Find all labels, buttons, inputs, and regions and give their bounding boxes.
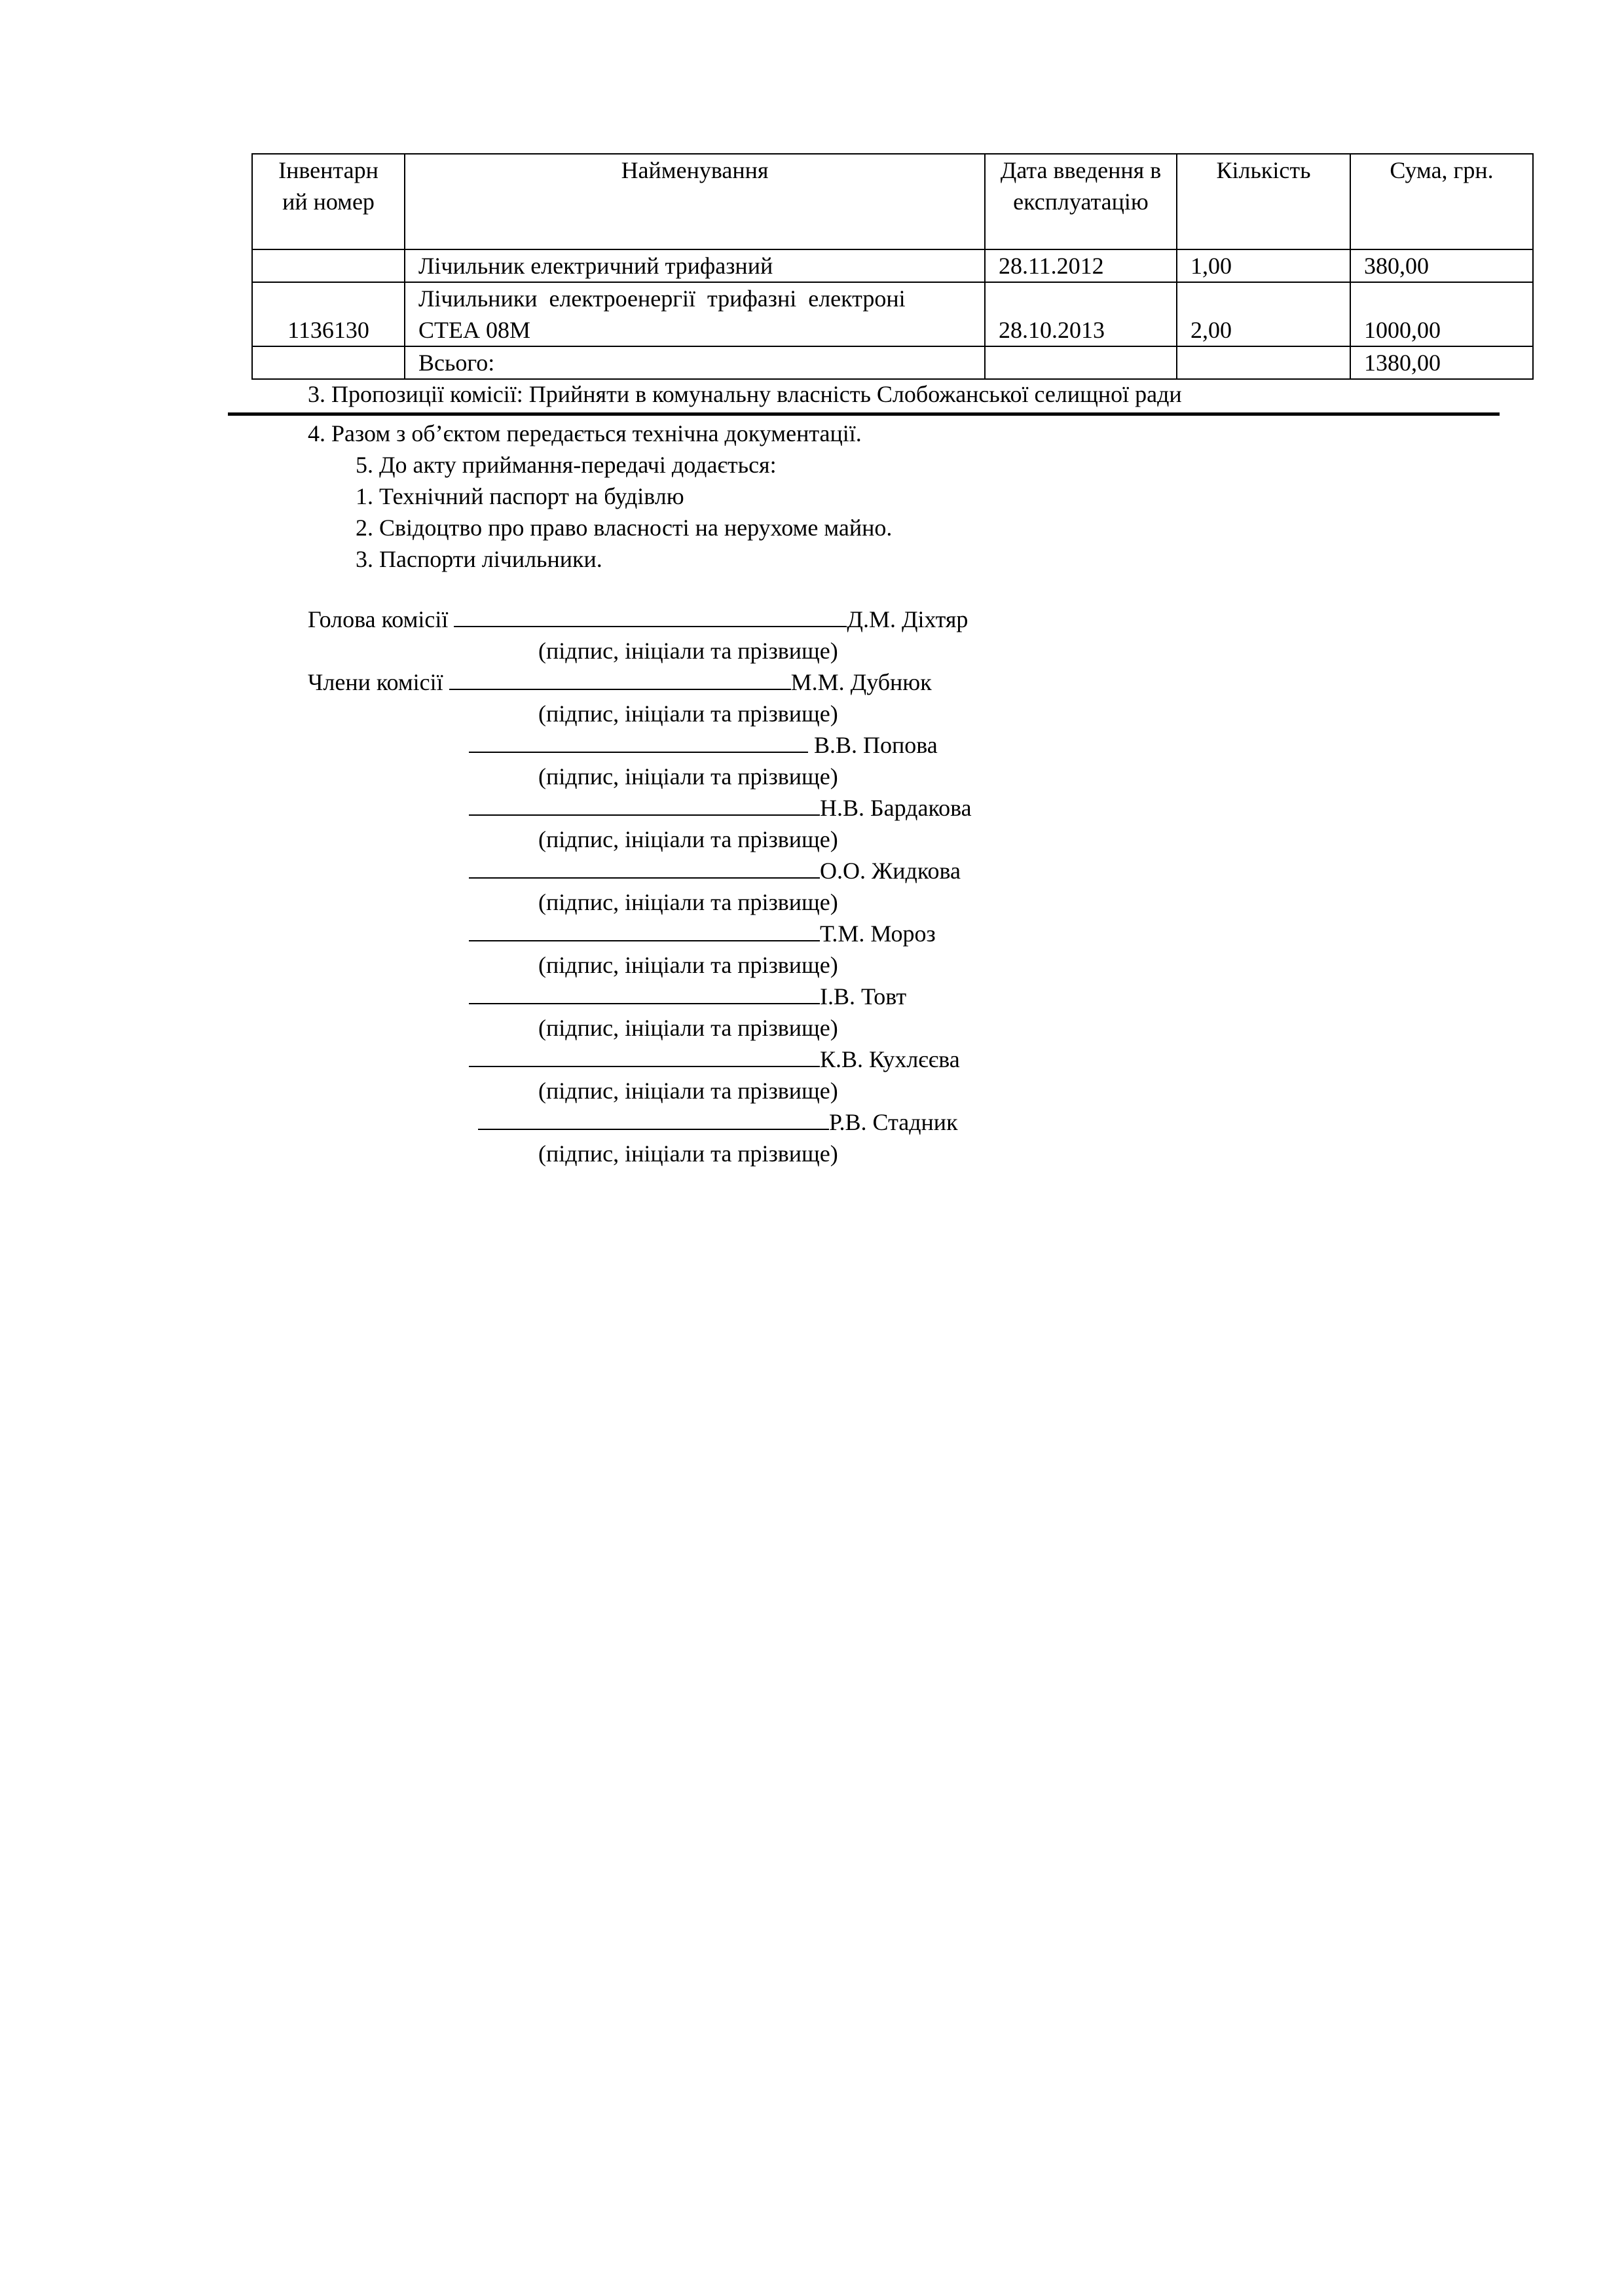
attachment-1: 1. Технічний паспорт на будівлю [356, 483, 684, 509]
signature-caption: (підпис, ініціали та прізвище) [538, 1078, 838, 1104]
cell-name [405, 282, 985, 346]
member-name: К.В. Кухлєєва [820, 1046, 960, 1072]
signature-caption: (підпис, ініціали та прізвище) [538, 889, 838, 915]
cell-name: Всього: [405, 346, 985, 379]
member-name: В.В. Попова [814, 732, 938, 758]
cell-inventory: 1136130 [252, 282, 405, 346]
member-signature-line [469, 981, 906, 1012]
member-signature-line [469, 855, 961, 886]
cell-date: 28.11.2012 [985, 249, 1177, 282]
signature-blank [469, 981, 820, 1004]
signature-blank [449, 666, 791, 690]
cell-sum: 1000,00 [1350, 282, 1533, 346]
cell-qty: 2,00 [1177, 282, 1350, 346]
attachment-2: 2. Свідоцтво про право власності на нерухоме майно. [356, 515, 893, 541]
member-name: І.В. Товт [820, 983, 907, 1010]
cell-sum: 1380,00 [1350, 346, 1533, 379]
technical-documentation-note: 4. Разом з об’єктом передається технічна документації. [308, 420, 862, 446]
attachment-3: 3. Паспорти лічильники. [356, 546, 602, 572]
member-name: О.О. Жидкова [820, 858, 961, 884]
member-signature-line [478, 1106, 958, 1138]
table-header-row [252, 154, 1533, 249]
horizontal-rule [228, 412, 1500, 416]
signature-caption: (підпис, ініціали та прізвище) [538, 638, 838, 664]
cell-inventory [252, 249, 405, 282]
member-name: Н.В. Бардакова [820, 795, 972, 821]
member-signature-line [308, 666, 932, 698]
cell-qty: 1,00 [1177, 249, 1350, 282]
signature-blank [469, 729, 808, 753]
member-signature-line [469, 918, 936, 949]
signature-caption: (підпис, ініціали та прізвище) [538, 826, 838, 852]
cell-name: Лічильник електричний трифазний [405, 249, 985, 282]
table-row [252, 282, 1533, 346]
cell-name-line2: СТЕА 08М [418, 317, 530, 343]
signature-caption: (підпис, ініціали та прізвище) [538, 1140, 838, 1167]
cell-sum: 380,00 [1350, 249, 1533, 282]
table-row [252, 346, 1533, 379]
chair-label: Голова комісії [308, 606, 449, 632]
signature-caption: (підпис, ініціали та прізвище) [538, 1015, 838, 1041]
table-row [252, 249, 1533, 282]
member-signature-line [469, 792, 972, 824]
member-name: Т.М. Мороз [820, 920, 936, 947]
cell-date: 28.10.2013 [985, 282, 1177, 346]
signature-blank [469, 792, 820, 816]
inventory-table [251, 153, 1534, 380]
chair-name: Д.М. Діхтяр [847, 606, 969, 632]
signature-caption: (підпис, ініціали та прізвище) [538, 952, 838, 978]
signature-blank [454, 604, 847, 627]
header-inventory-number: Інвентарн ий номер [252, 154, 405, 249]
header-name: Найменування [405, 154, 985, 249]
header-quantity: Кількість [1177, 154, 1350, 249]
signature-caption: (підпис, ініціали та прізвище) [538, 763, 838, 790]
member-signature-line [469, 729, 938, 761]
chair-signature-line [308, 604, 968, 635]
signature-caption: (підпис, ініціали та прізвище) [538, 701, 838, 727]
cell-name-line1: Лічильники електроенергії трифазні електроні [418, 285, 906, 312]
header-sum: Сума, грн. [1350, 154, 1533, 249]
members-label: Члени комісії [308, 669, 443, 695]
member-name: М.М. Дубнюк [790, 669, 932, 695]
attachments-heading: 5. До акту приймання-передачі додається: [356, 452, 777, 478]
member-signature-line [469, 1044, 960, 1075]
commission-proposal: 3. Пропозиції комісії: Прийняти в комунальну власність Слобожанської селищної ради [308, 381, 1182, 407]
signature-blank [469, 1044, 820, 1067]
signature-blank [469, 855, 820, 879]
header-date: Дата введення в експлуатацію [985, 154, 1177, 249]
cell-qty [1177, 346, 1350, 379]
cell-date [985, 346, 1177, 379]
signature-blank [469, 918, 820, 941]
cell-inventory [252, 346, 405, 379]
member-name: Р.В. Стадник [829, 1109, 958, 1135]
signature-blank [478, 1106, 829, 1130]
